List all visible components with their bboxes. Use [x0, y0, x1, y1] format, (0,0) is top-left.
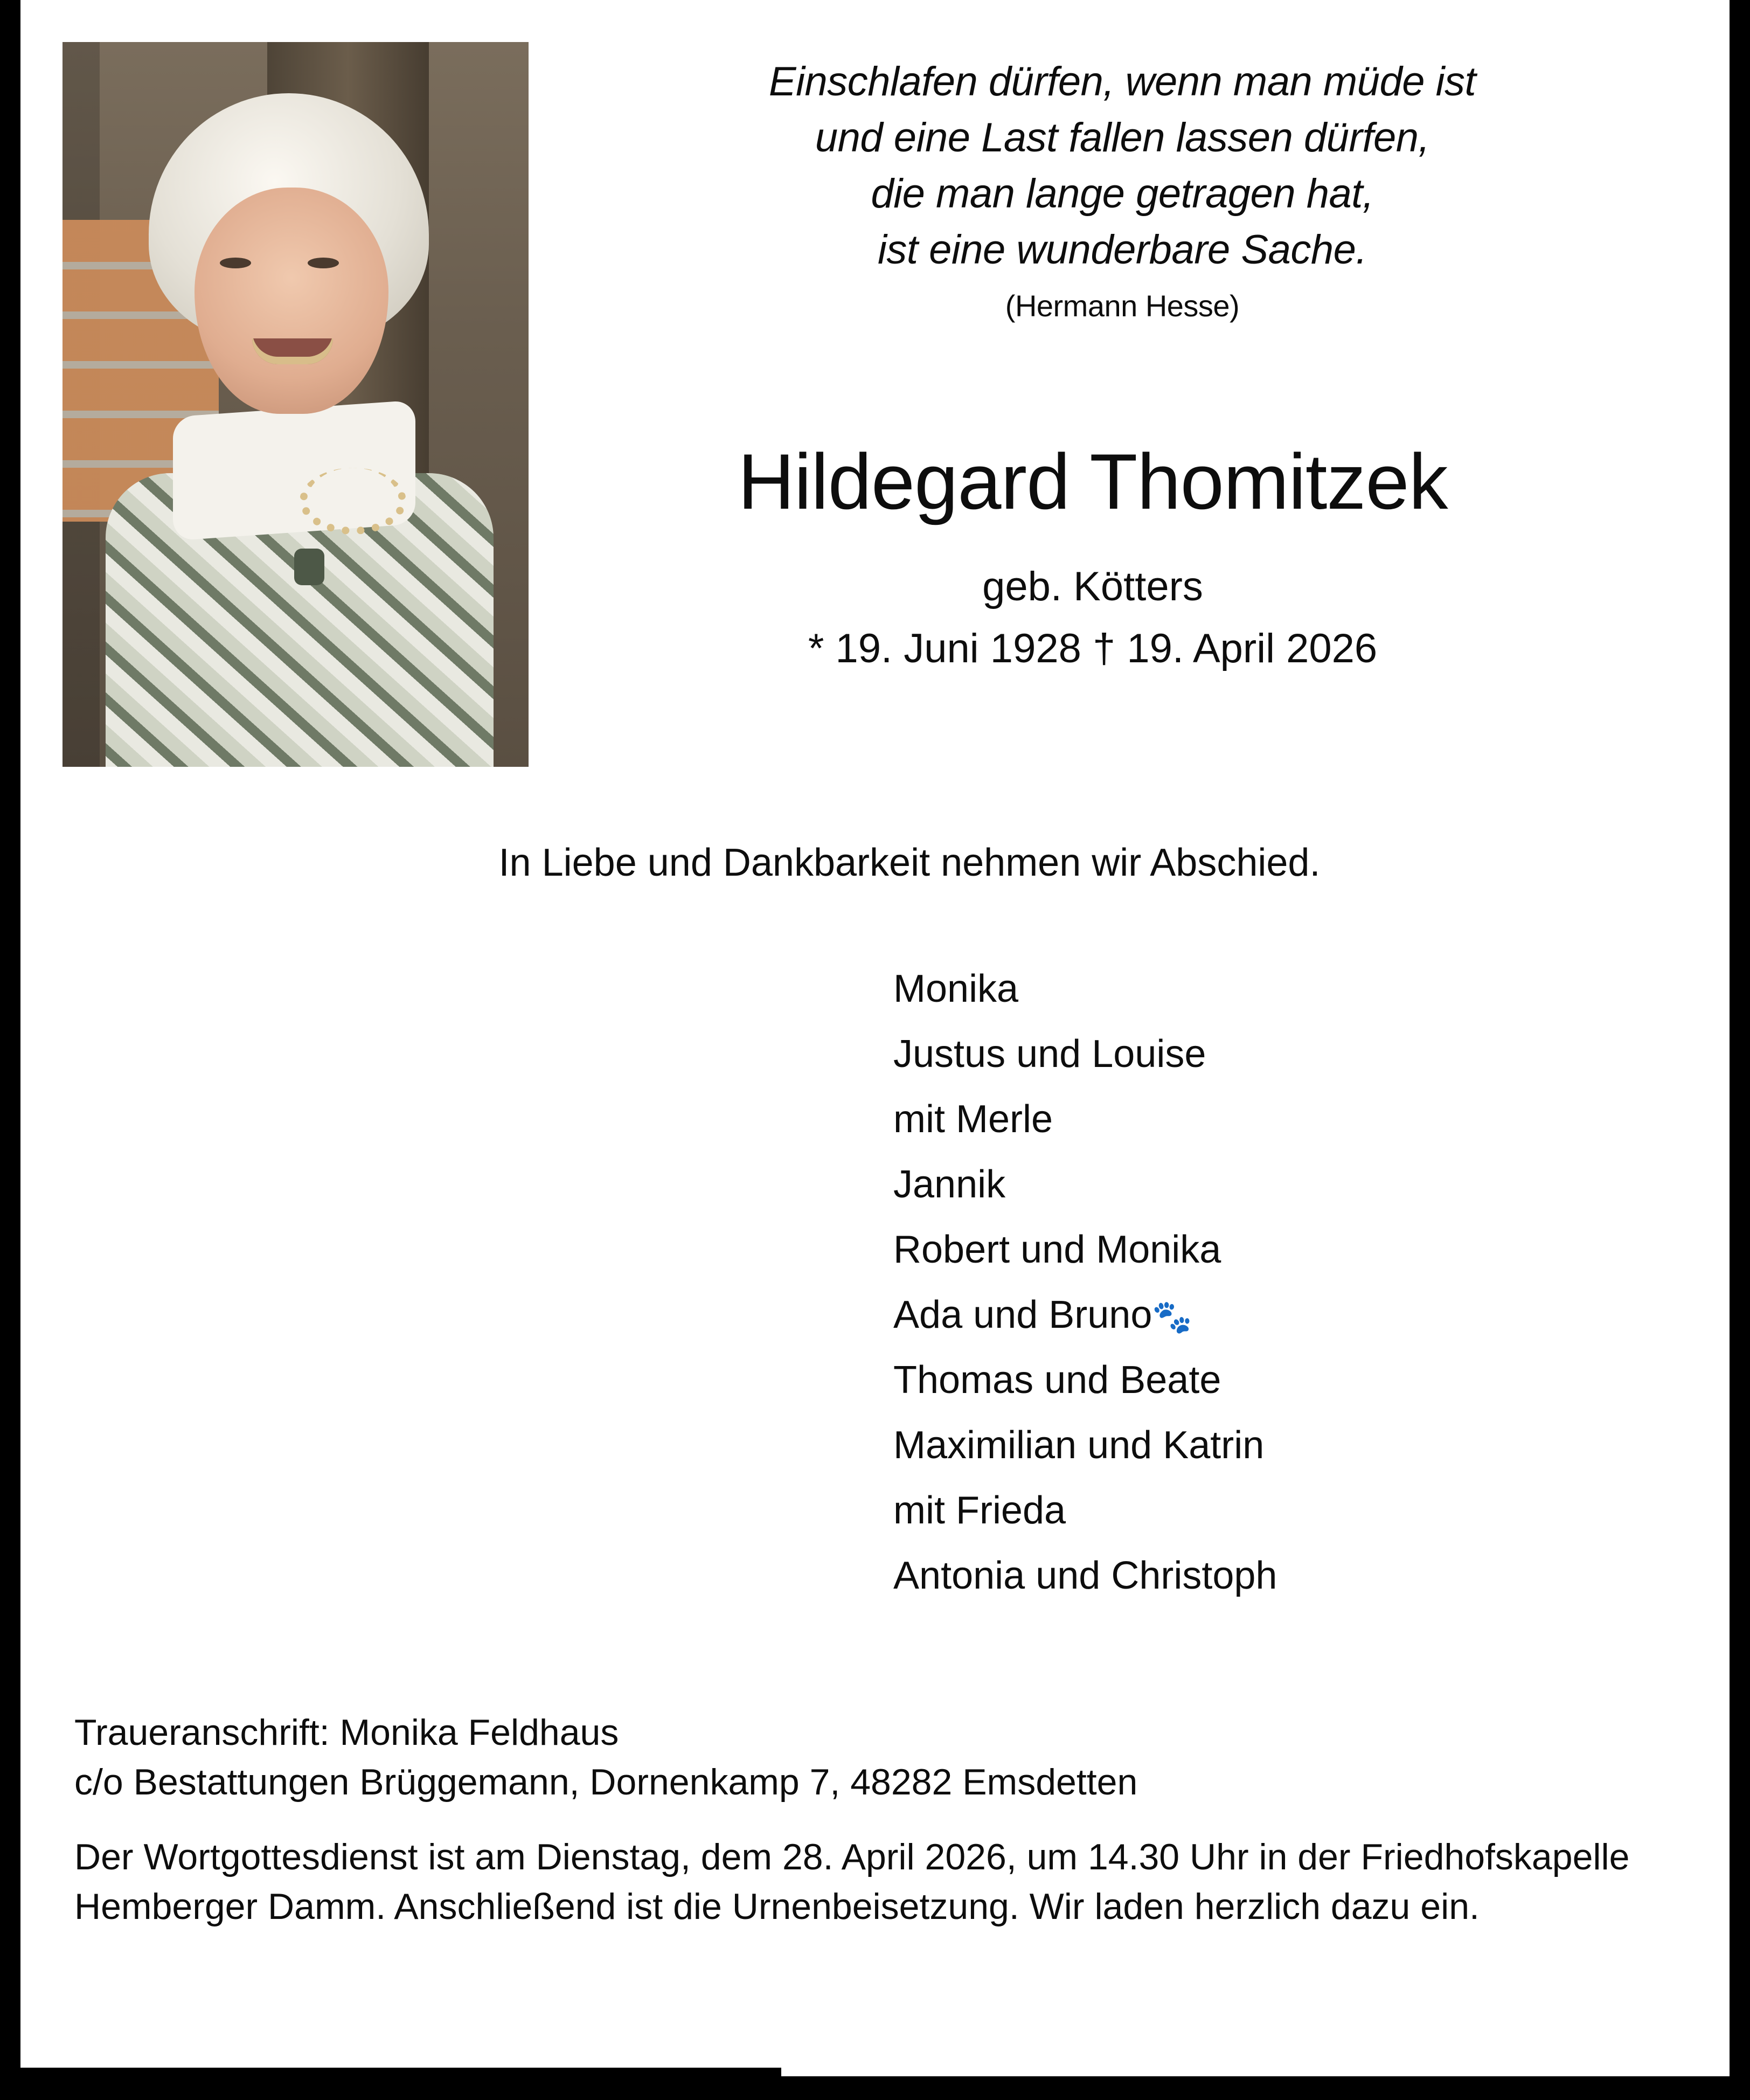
portrait-photo — [63, 42, 529, 767]
list-item: Antonia und Christoph — [893, 1554, 1277, 1597]
poem-line: und eine Last fallen lassen dürfen, — [815, 115, 1430, 161]
poem-line: die man lange getragen hat, — [871, 171, 1374, 217]
condolence-address — [74, 1708, 1680, 1807]
list-item: mit Merle — [893, 1097, 1053, 1141]
photo-button — [294, 549, 324, 585]
service-details: Der Wortgottesdienst ist am Dienstag, dem 28. April 2026, um 14.30 Uhr in der Friedhofskapelle Hemberger Damm. Anschließend ist die Urnenbeisetzung. Wir laden herzlich dazu ein. — [74, 1836, 1630, 1928]
birth-death-dates: * 19. Juni 1928 † 19. April 2026 — [808, 626, 1378, 671]
bottom-black-bar — [0, 2068, 781, 2100]
list-item — [893, 1283, 1277, 1348]
paw-print-icon: 🐾 — [1152, 1298, 1193, 1335]
mourners-list — [893, 957, 1277, 1609]
photo-face — [195, 188, 388, 414]
poem-line: Einschlafen dürfen, wenn man müde ist — [768, 59, 1476, 105]
address-line-1: Traueranschrift: Monika Feldhaus — [74, 1712, 619, 1753]
list-item: Thomas und Beate — [893, 1358, 1221, 1402]
poem-author: (Hermann Hesse) — [1005, 289, 1240, 323]
list-item: Maximilian und Katrin — [893, 1423, 1265, 1467]
list-item-label: Ada und Bruno — [893, 1293, 1152, 1336]
list-item: Justus und Louise — [893, 1032, 1206, 1076]
poem-line: ist eine wunderbare Sache. — [877, 227, 1367, 273]
card-content — [20, 0, 1730, 2076]
photo-eye-right — [308, 258, 339, 268]
list-item: Monika — [893, 967, 1019, 1010]
farewell-text: In Liebe und Dankbarkeit nehmen wir Abschied. — [498, 841, 1321, 884]
poem-block — [559, 54, 1685, 327]
list-item: Jannik — [893, 1162, 1006, 1206]
list-item: mit Frieda — [893, 1488, 1066, 1532]
maiden-name: geb. Kötters — [982, 564, 1203, 609]
deceased-name: Hildegard Thomitzek — [738, 438, 1448, 525]
photo-necklace — [300, 468, 406, 535]
photo-eye-left — [220, 258, 251, 268]
address-line-2: c/o Bestattungen Brüggemann, Dornenkamp 7, 48282 Emsdetten — [74, 1761, 1138, 1803]
list-item: Robert und Monika — [893, 1228, 1221, 1271]
